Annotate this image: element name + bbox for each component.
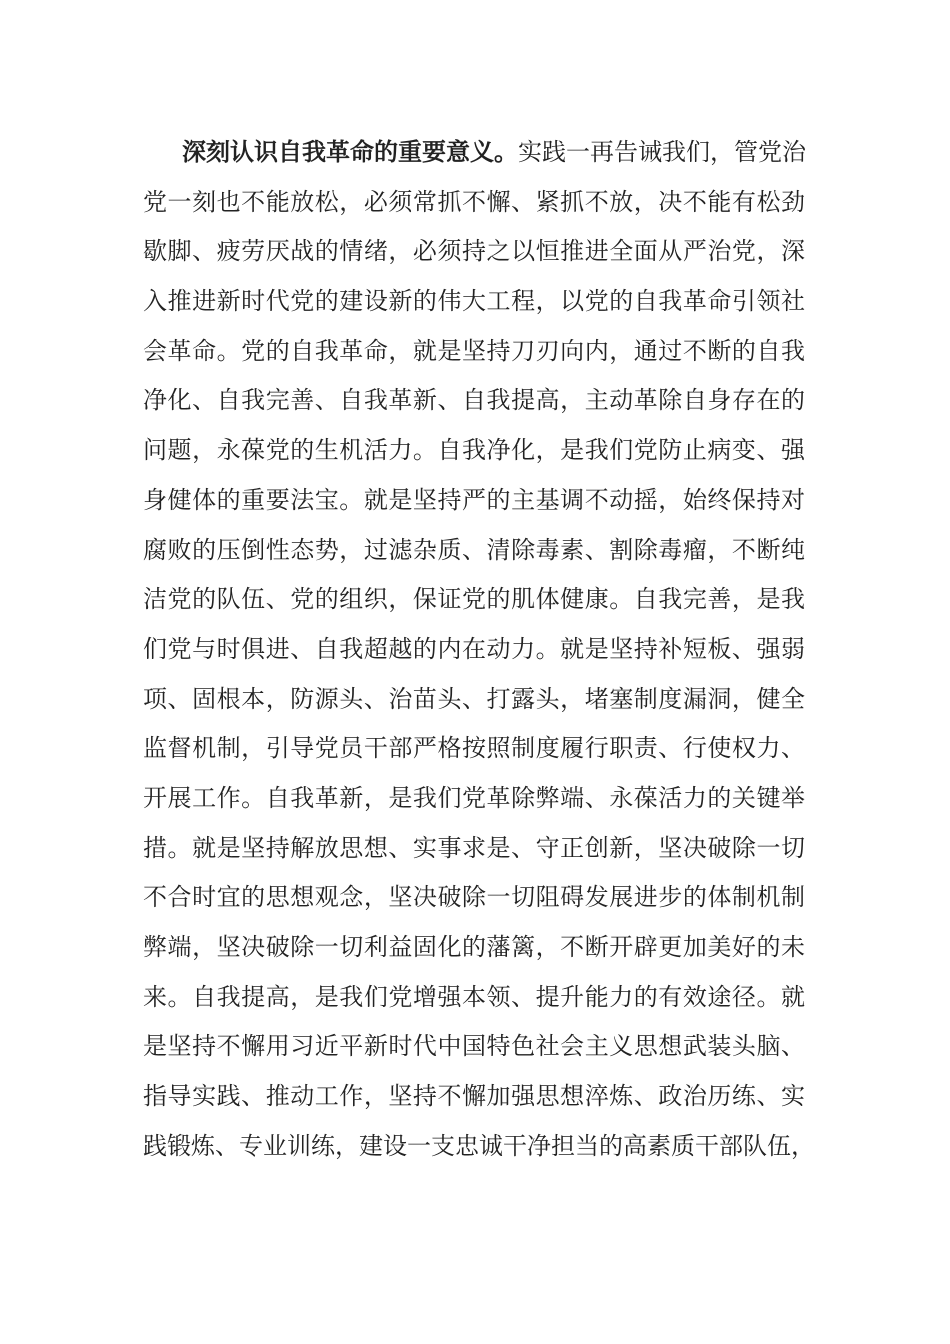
paragraph-line: 项、固根本，防源头、治苗头、打露头，堵塞制度漏洞，健全 xyxy=(143,684,805,713)
body-paragraph xyxy=(143,128,815,1171)
paragraph-line: 指导实践、推动工作，坚持不懈加强思想淬炼、政治历练、实 xyxy=(143,1082,805,1111)
paragraph-line: 来。自我提高，是我们党增强本领、提升能力的有效途径。就 xyxy=(143,982,805,1011)
paragraph-line: 是坚持不懈用习近平新时代中国特色社会主义思想武装头脑、 xyxy=(143,1032,805,1061)
paragraph-line: 洁党的队伍、党的组织，保证党的肌体健康。自我完善，是我 xyxy=(143,585,805,614)
paragraph-line: 身健体的重要法宝。就是坚持严的主基调不动摇，始终保持对 xyxy=(143,485,805,514)
paragraph-text: 实践一再告诫我们，管党治 xyxy=(518,138,806,166)
paragraph-line: 净化、自我完善、自我革新、自我提高，主动革除自身存在的 xyxy=(143,386,805,415)
paragraph-line: 们党与时俱进、自我超越的内在动力。就是坚持补短板、强弱 xyxy=(143,634,805,663)
paragraph-line: 开展工作。自我革新，是我们党革除弊端、永葆活力的关键举 xyxy=(143,783,805,812)
paragraph-line: 歇脚、疲劳厌战的情绪，必须持之以恒推进全面从严治党，深 xyxy=(143,237,805,266)
paragraph-line: 践锻炼、专业训练，建设一支忠诚干净担当的高素质干部队伍， xyxy=(143,1131,815,1160)
paragraph-line: 会革命。党的自我革命，就是坚持刀刃向内，通过不断的自我 xyxy=(143,336,805,365)
paragraph-line: 不合时宜的思想观念，坚决破除一切阻碍发展进步的体制机制 xyxy=(143,883,805,912)
paragraph-line: 监督机制，引导党员干部严格按照制度履行职责、行使权力、 xyxy=(143,734,805,763)
paragraph-lead-heading: 深刻认识自我革命的重要意义。 xyxy=(182,138,518,166)
paragraph-line: 问题，永葆党的生机活力。自我净化，是我们党防止病变、强 xyxy=(143,436,805,465)
paragraph-line: 弊端，坚决破除一切利益固化的藩篱，不断开辟更加美好的未 xyxy=(143,933,805,961)
paragraph-line: 腐败的压倒性态势，过滤杂质、清除毒素、割除毒瘤，不断纯 xyxy=(143,535,805,564)
paragraph-line: 措。就是坚持解放思想、实事求是、守正创新，坚决破除一切 xyxy=(143,833,805,862)
paragraph-line: 入推进新时代党的建设新的伟大工程，以党的自我革命引领社 xyxy=(143,287,805,316)
paragraph-line xyxy=(143,128,805,178)
paragraph-line: 党一刻也不能放松，必须常抓不懈、紧抓不放，决不能有松劲 xyxy=(143,187,805,216)
